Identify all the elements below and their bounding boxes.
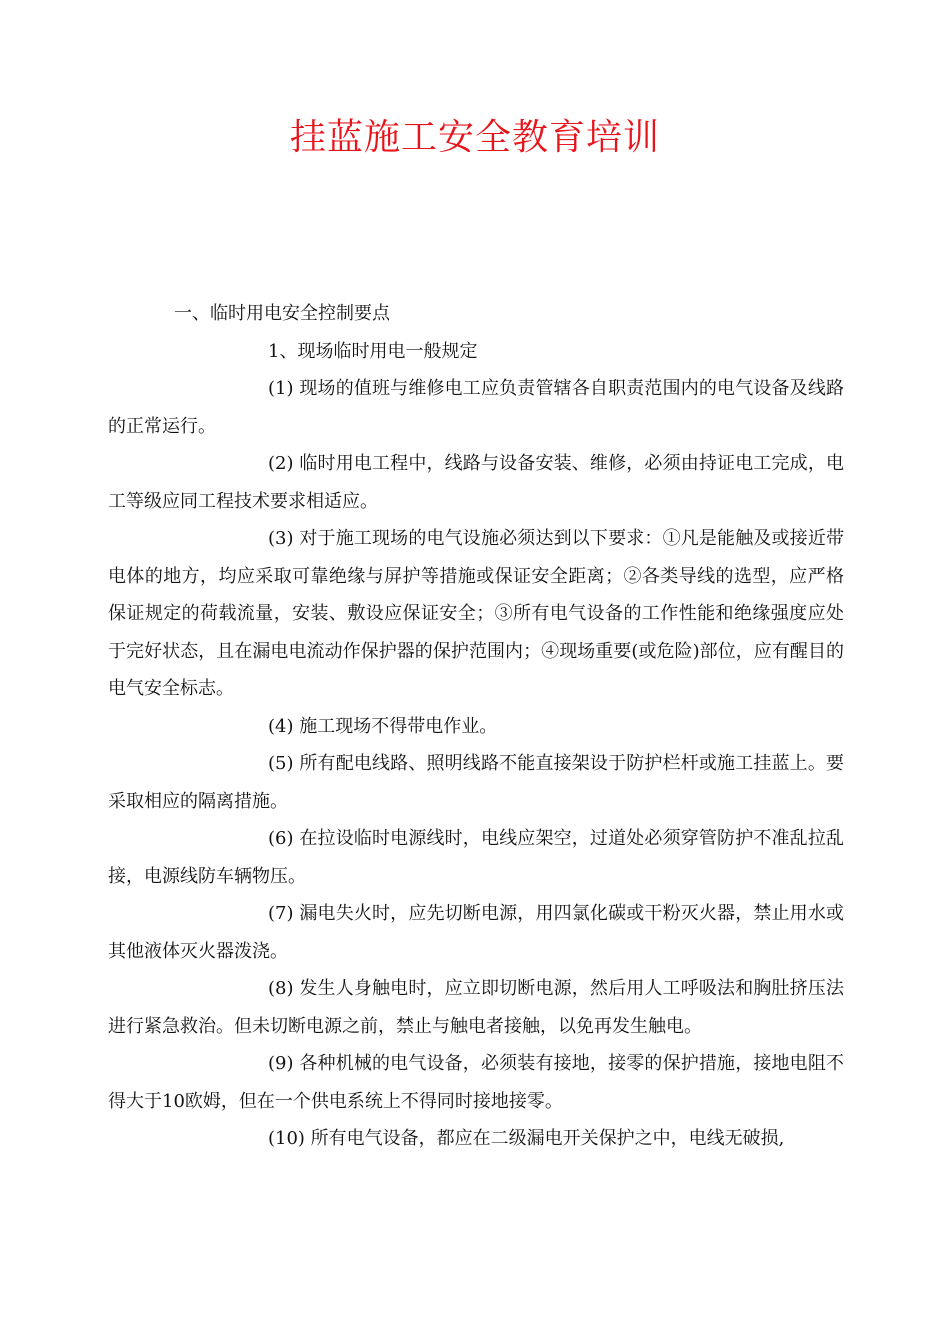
rule-item-8: (8) 发生人身触电时，应立即切断电源，然后用人工呼吸法和胸肚挤压法进行紧急救治。但未切断电源之前，禁止与触电者接触，以免再发生触电。 bbox=[108, 978, 844, 1037]
rule-item-9: (9) 各种机械的电气设备，必须装有接地，接零的保护措施，接地电阻不得大于10欧姆，但在一个供电系统上不得同时接地接零。 bbox=[108, 1053, 844, 1112]
rule-item-7: (7) 漏电失火时，应先切断电源，用四氯化碳或干粉灭火器，禁止用水或其他液体灭火器泼浇。 bbox=[108, 903, 844, 962]
rule-item-2: (2) 临时用电工程中，线路与设备安装、维修，必须由持证电工完成，电工等级应同工程技术要求相适应。 bbox=[108, 453, 844, 512]
document-body bbox=[108, 295, 844, 1158]
rule-item-3: (3) 对于施工现场的电气设施必须达到以下要求：①凡是能触及或接近带电体的地方，均应采取可靠绝缘与屏护等措施或保证安全距离；②各类导线的选型，应严格保证规定的荷载流量，安装、敷设应保证安全；③所有电气设备的工作性能和绝缘强度应处于完好状态，且在漏电电流动作保护器的保护范围内；④现场重要(或危险)部位，应有醒目的电气安全标志。 bbox=[108, 528, 844, 699]
rule-item-4: (4) 施工现场不得带电作业。 bbox=[268, 715, 498, 737]
subsection-heading: 1、现场临时用电一般规定 bbox=[268, 340, 478, 362]
rule-item-5: (5) 所有配电线路、照明线路不能直接架设于防护栏杆或施工挂蓝上。要采取相应的隔离措施。 bbox=[108, 753, 844, 812]
document-title: 挂蓝施工安全教育培训 bbox=[289, 117, 660, 158]
section-heading: 一、临时用电安全控制要点 bbox=[174, 303, 390, 324]
rule-item-6: (6) 在拉设临时电源线时，电线应架空，过道处必须穿管防护不准乱拉乱接，电源线防车辆物压。 bbox=[108, 828, 844, 887]
rule-item-1: (1) 现场的值班与维修电工应负责管辖各自职责范围内的电气设备及线路的正常运行。 bbox=[108, 378, 844, 437]
rule-item-10: (10) 所有电气设备，都应在二级漏电开关保护之中，电线无破损, bbox=[268, 1128, 785, 1149]
